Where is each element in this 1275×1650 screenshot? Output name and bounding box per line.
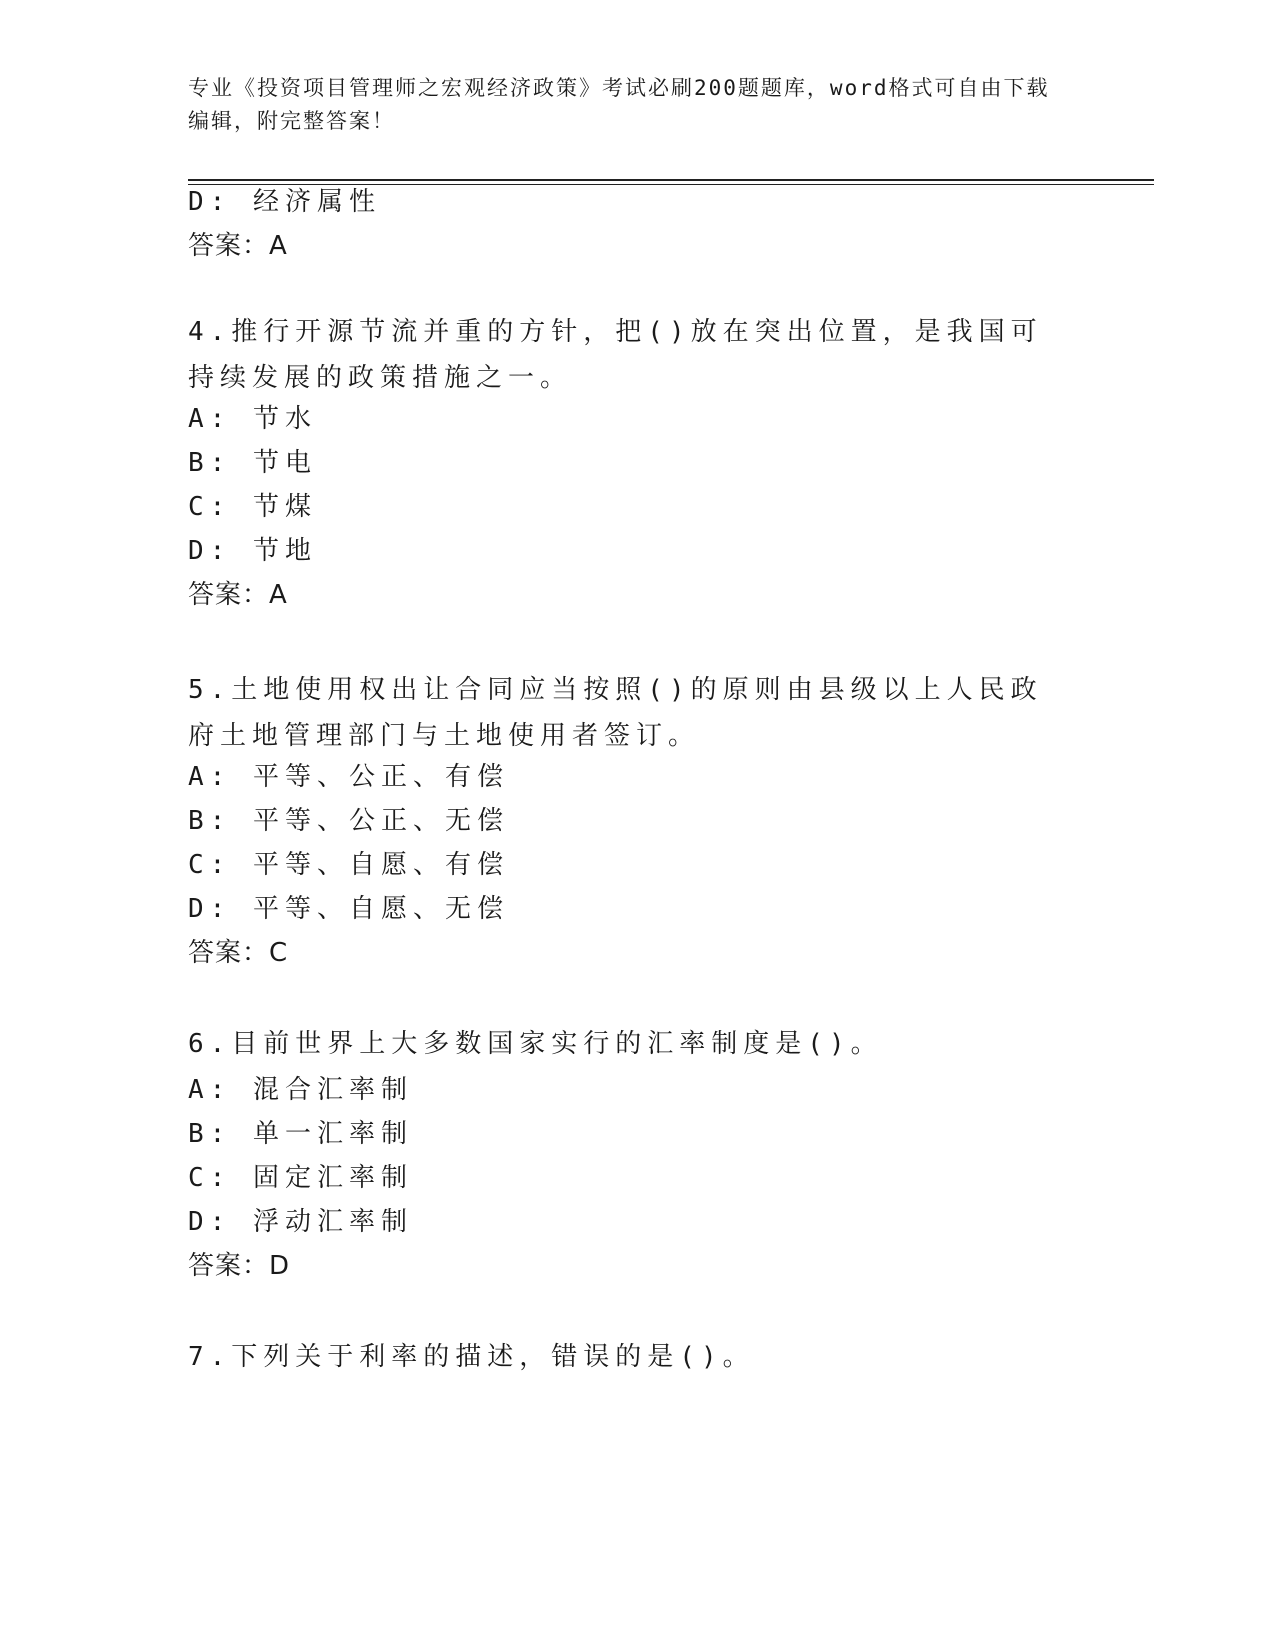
prev-option-d: D: 经济属性 xyxy=(188,187,381,217)
question-5-option-a: A: 平等、公正、有偿 xyxy=(188,762,509,792)
question-4-stem: 4.推行开源节流并重的方针，把()放在突出位置，是我国可持续发展的政策措施之一。 xyxy=(188,317,1043,393)
question-4-option-d: D: 节地 xyxy=(188,536,317,566)
question-4-option-b: B: 节电 xyxy=(188,448,317,478)
question-6-option-c: C: 固定汇率制 xyxy=(188,1163,413,1193)
question-6-option-a: A: 混合汇率制 xyxy=(188,1075,413,1105)
question-4-option-c: C: 节煤 xyxy=(188,492,317,522)
question-5-option-d: D: 平等、自愿、无偿 xyxy=(188,894,509,924)
question-5-stem: 5.土地使用权出让合同应当按照()的原则由县级以上人民政府土地管理部门与土地使用者签订。 xyxy=(188,675,1043,751)
prev-answer: 答案：A xyxy=(188,231,288,261)
question-4-option-a: A: 节水 xyxy=(188,404,317,434)
question-4-answer: 答案：A xyxy=(188,580,288,610)
question-5-option-c: C: 平等、自愿、有偿 xyxy=(188,850,509,880)
question-6-option-d: D: 浮动汇率制 xyxy=(188,1207,413,1237)
question-7-stem: 7.下列关于利率的描述，错误的是()。 xyxy=(188,1342,755,1372)
question-6-option-b: B: 单一汇率制 xyxy=(188,1119,413,1149)
question-5-option-b: B: 平等、公正、无偿 xyxy=(188,806,509,836)
question-5-answer: 答案：C xyxy=(188,938,289,968)
question-6-stem: 6.目前世界上大多数国家实行的汇率制度是()。 xyxy=(188,1029,883,1059)
page-header: 专业《投资项目管理师之宏观经济政策》考试必刷200题题库，word格式可自由下载编辑，附完整答案！ xyxy=(188,76,1050,133)
question-6-answer: 答案：D xyxy=(188,1251,291,1281)
